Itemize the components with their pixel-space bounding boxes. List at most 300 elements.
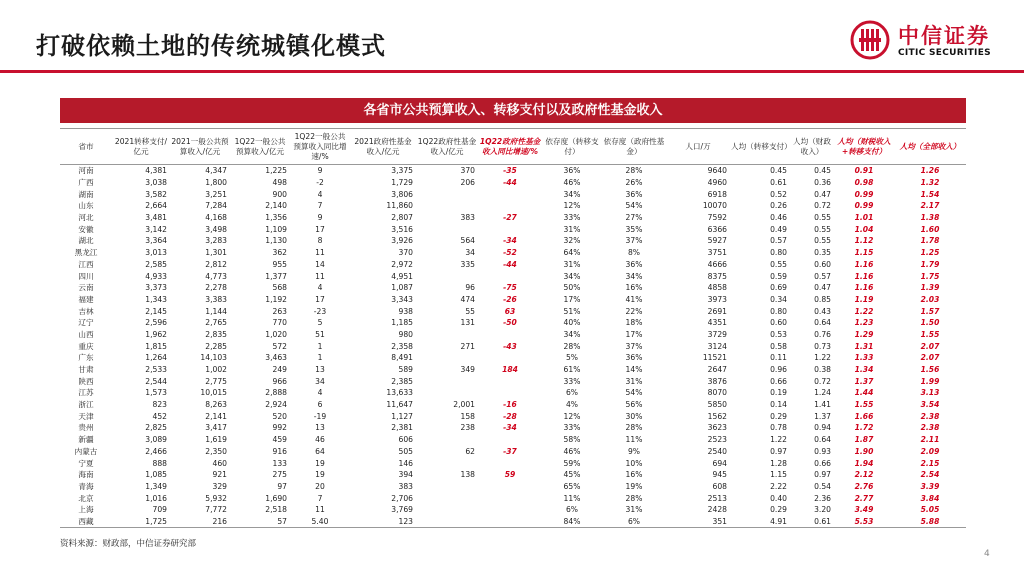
table-cell [478, 492, 542, 504]
table-cell: 14,103 [200, 353, 227, 363]
table-cell: 0.99 [854, 201, 874, 211]
table-cell: 3,283 [205, 236, 227, 246]
table-cell: 938 [398, 306, 413, 316]
table-cell: 1.26 [920, 166, 940, 176]
table-cell: 8375 [707, 271, 727, 281]
table-cell: 12% [563, 411, 581, 421]
table-cell: 564 [460, 236, 475, 246]
table-row [60, 177, 966, 189]
table-cell: 0.55 [814, 213, 831, 223]
table-cell: 1.54 [920, 189, 940, 199]
table-cell: 3973 [707, 294, 727, 304]
table-cell: 1.79 [920, 259, 940, 269]
table-cell: 34% [563, 271, 581, 281]
table-cell: 1,690 [265, 493, 287, 503]
province-cell: 甘肃 [78, 365, 94, 375]
table-cell: 96 [465, 283, 475, 293]
table-cell: 3,364 [145, 236, 167, 246]
table-cell: -35 [503, 166, 517, 176]
table-cell: 30% [625, 411, 643, 421]
table-cell: 1,109 [265, 224, 287, 234]
table-cell: 18% [625, 318, 643, 328]
table-cell: 1.44 [854, 388, 874, 398]
table-cell: 1,356 [265, 213, 287, 223]
table-row [60, 188, 966, 200]
table-cell: 8% [627, 248, 641, 258]
table-cell: 5.53 [834, 516, 894, 528]
brand-logo [850, 18, 1010, 66]
table-cell [416, 329, 478, 341]
table-cell [416, 188, 478, 200]
table-cell [478, 434, 542, 446]
table-cell: 34% [563, 329, 581, 339]
column-header: 依存度（转移支付） [542, 129, 602, 165]
province-cell: 湖北 [78, 236, 94, 246]
table-cell: 2,285 [205, 341, 227, 351]
table-cell: 0.55 [770, 259, 787, 269]
table-cell: 0.47 [814, 283, 831, 293]
province-cell: 海南 [78, 470, 94, 480]
table-cell: 1,800 [205, 178, 227, 188]
table-cell: 263 [272, 306, 287, 316]
table-cell: 133 [272, 458, 287, 468]
table-cell: 921 [212, 470, 227, 480]
table-cell: 1.78 [920, 236, 940, 246]
table-cell: 238 [460, 423, 475, 433]
table-cell: -27 [503, 213, 517, 223]
column-header: 1Q22政府性基金收入/亿元 [416, 129, 478, 165]
table-cell: -44 [503, 178, 517, 188]
table-cell: 4858 [707, 283, 727, 293]
table-cell: 0.26 [770, 201, 787, 211]
table-cell: 1.22 [814, 353, 831, 363]
table-cell: 64 [315, 446, 325, 456]
table-cell: 1.56 [920, 365, 940, 375]
table-cell: 22% [625, 306, 643, 316]
table-cell: 19 [315, 470, 325, 480]
table-cell: 11,860 [386, 201, 413, 211]
table-cell: 11521 [702, 353, 727, 363]
table-cell: 8,263 [205, 400, 227, 410]
table-cell: 0.36 [814, 178, 831, 188]
table-cell: 57 [230, 516, 290, 528]
table-cell: 2,812 [205, 259, 227, 269]
table-cell: 36% [625, 353, 643, 363]
table-row [60, 235, 966, 247]
table-cell: 335 [460, 259, 475, 269]
table-cell [478, 516, 542, 528]
table-cell: 27% [625, 213, 643, 223]
table-cell: 1.37 [814, 411, 831, 421]
table-cell: 14% [625, 365, 643, 375]
table-cell: 3729 [707, 329, 727, 339]
table-row [60, 282, 966, 294]
table-cell: 1.24 [814, 388, 831, 398]
table-cell: 0.96 [770, 365, 787, 375]
table-cell: 55 [465, 306, 475, 316]
table-cell: 1,301 [205, 248, 227, 258]
table-cell: 45% [563, 470, 581, 480]
table-cell: 0.35 [814, 248, 831, 258]
table-cell: 0.43 [814, 306, 831, 316]
table-cell: 26% [625, 178, 643, 188]
table-cell: 9% [627, 446, 641, 456]
table-cell: 3,142 [145, 224, 167, 234]
table-cell: 2691 [707, 306, 727, 316]
table-cell: 370 [460, 166, 475, 176]
table-cell: 1.60 [920, 224, 940, 234]
table-cell: 2,385 [391, 376, 413, 386]
table-cell: 31% [625, 505, 643, 515]
table-cell: 1.01 [854, 213, 874, 223]
table-cell: 10,015 [200, 388, 227, 398]
province-cell: 湖南 [78, 189, 94, 199]
table-cell: 1.75 [920, 271, 940, 281]
table-cell: 0.58 [770, 341, 787, 351]
table-cell: 1.90 [854, 446, 874, 456]
table-cell: 4,951 [391, 271, 413, 281]
table-cell: 3.49 [854, 505, 874, 515]
table-cell: 823 [152, 400, 167, 410]
table-cell: 0.93 [814, 446, 831, 456]
province-cell: 安徽 [78, 224, 94, 234]
table-cell: 0.57 [770, 236, 787, 246]
table-cell: 11 [315, 248, 325, 258]
table-cell: 2,001 [453, 400, 475, 410]
table-header-row [60, 129, 966, 165]
table-cell: 6918 [707, 189, 727, 199]
table-cell: 0.72 [814, 201, 831, 211]
table-cell: 131 [460, 318, 475, 328]
table-cell: 1 [317, 341, 323, 351]
table-row [60, 294, 966, 306]
table-cell: 3,926 [391, 236, 413, 246]
table-cell: 0.60 [770, 318, 787, 328]
table-cell: 3.54 [920, 400, 940, 410]
table-cell: 4666 [707, 259, 727, 269]
table-cell: 568 [272, 283, 287, 293]
table-cell: 50% [563, 283, 581, 293]
table-cell: 63 [504, 306, 516, 316]
table-cell: 19% [625, 481, 643, 491]
table-cell: 1.22 [770, 435, 787, 445]
table-cell: 1.99 [920, 376, 940, 386]
table-cell: 2.03 [920, 294, 940, 304]
table-cell: 0.19 [770, 388, 787, 398]
table-cell: 1.37 [854, 376, 874, 386]
province-cell: 河北 [78, 213, 94, 223]
table-cell: 33% [563, 376, 581, 386]
table-cell: 2,141 [205, 411, 227, 421]
table-cell: 84% [542, 516, 602, 528]
table-cell: 28% [625, 493, 643, 503]
table-cell: 945 [712, 470, 727, 480]
table-cell: 2,585 [145, 259, 167, 269]
table-cell: 370 [398, 248, 413, 258]
table-cell: 1.29 [854, 329, 874, 339]
logo-cn-name: 中信证券 [898, 24, 990, 48]
table-cell: -34 [503, 423, 517, 433]
table-cell: 2647 [707, 365, 727, 375]
table-cell [416, 516, 478, 528]
table-cell: 2.36 [814, 493, 831, 503]
table-cell: 16% [625, 283, 643, 293]
table-cell: 64% [563, 248, 581, 258]
table-cell: 0.72 [814, 376, 831, 386]
province-cell: 北京 [78, 493, 94, 503]
table-cell: 11 [315, 271, 325, 281]
table-cell: 2428 [707, 505, 727, 515]
province-cell: 浙江 [78, 400, 94, 410]
table-cell: 0.45 [814, 166, 831, 176]
table-cell: 0.47 [814, 189, 831, 199]
table-cell: -26 [503, 294, 517, 304]
table-cell [478, 504, 542, 516]
table-cell: 1,573 [145, 388, 167, 398]
table-cell: 28% [563, 341, 581, 351]
table-cell: -16 [503, 400, 517, 410]
table-cell: 54% [625, 201, 643, 211]
table-cell: 0.85 [814, 294, 831, 304]
table-row [60, 247, 966, 259]
table-cell: 28% [625, 423, 643, 433]
table-cell: 28% [625, 166, 643, 176]
table-cell: 4351 [707, 318, 727, 328]
table-cell: 2,278 [205, 283, 227, 293]
table-cell: -44 [503, 259, 517, 269]
table-cell: 0.66 [770, 376, 787, 386]
table-cell: 4,168 [205, 213, 227, 223]
table-cell: 40% [563, 318, 581, 328]
table-cell: 206 [460, 178, 475, 188]
table-cell: 3751 [707, 248, 727, 258]
table-cell: 0.66 [814, 458, 831, 468]
province-cell: 广西 [78, 178, 94, 188]
table-cell: 0.94 [814, 423, 831, 433]
table-cell: 3623 [707, 423, 727, 433]
table-cell: 62 [465, 446, 475, 456]
table-cell [416, 270, 478, 282]
table-cell [478, 387, 542, 399]
table-cell: 2.07 [920, 353, 940, 363]
table-cell [416, 434, 478, 446]
table-cell: 59% [563, 458, 581, 468]
table-cell: 2.38 [920, 411, 940, 421]
table-cell: 46% [563, 446, 581, 456]
table-cell: 2,775 [205, 376, 227, 386]
table-cell: 7,772 [205, 505, 227, 515]
table-cell [416, 481, 478, 493]
table-row [60, 200, 966, 212]
table-cell: 34 [465, 248, 475, 258]
table-cell: 138 [460, 470, 475, 480]
table-cell: 900 [272, 189, 287, 199]
table-cell: 3,516 [391, 224, 413, 234]
table-cell: 0.64 [814, 318, 831, 328]
table-cell: 3.39 [920, 481, 940, 491]
table-cell: 0.55 [814, 236, 831, 246]
column-header: 2021转移支付/亿元 [112, 129, 170, 165]
table-cell: 2523 [707, 435, 727, 445]
table-cell [416, 352, 478, 364]
province-cell: 西藏 [60, 516, 112, 528]
table-cell: 1,020 [265, 329, 287, 339]
table-cell: 20 [315, 481, 325, 491]
table-cell: 955 [272, 259, 287, 269]
table-cell: 1.57 [920, 306, 940, 316]
table-cell: 1.33 [854, 353, 874, 363]
table-cell: 770 [272, 318, 287, 328]
column-header: 人均（财政收入） [790, 129, 834, 165]
table-cell: 0.49 [770, 224, 787, 234]
table-cell: 1.15 [854, 248, 874, 258]
table-cell: 3.13 [920, 388, 940, 398]
table-cell: 56% [625, 400, 643, 410]
table-cell: 383 [460, 213, 475, 223]
column-header: 2021政府性基金收入/亿元 [350, 129, 416, 165]
table-row [60, 329, 966, 341]
table-cell [478, 329, 542, 341]
table-cell: 5927 [707, 236, 727, 246]
table-cell: 65% [563, 481, 581, 491]
table-cell [478, 188, 542, 200]
table-cell: 4 [317, 388, 323, 398]
table-row [60, 317, 966, 329]
table-cell: 5850 [707, 400, 727, 410]
table-cell: -50 [503, 318, 517, 328]
table-cell: 2.22 [770, 481, 787, 491]
table-cell: 1.87 [854, 435, 874, 445]
table-cell: 249 [272, 365, 287, 375]
table-cell: 11% [625, 435, 643, 445]
table-cell: 0.61 [790, 516, 834, 528]
table-cell: 0.80 [770, 248, 787, 258]
table-cell: 4 [317, 189, 323, 199]
province-cell: 内蒙古 [74, 446, 98, 456]
table-cell: 12% [563, 201, 581, 211]
table-cell: -19 [313, 411, 327, 421]
table-cell: 1.22 [854, 306, 874, 316]
table-cell: 2.77 [854, 493, 874, 503]
table-cell: 1.12 [854, 236, 874, 246]
table-cell: 5,932 [205, 493, 227, 503]
table-cell: -37 [503, 446, 517, 456]
table-cell: -52 [503, 248, 517, 258]
table-cell: 0.53 [770, 329, 787, 339]
table-cell: 1.16 [854, 271, 874, 281]
table-row [60, 446, 966, 458]
table-row [60, 469, 966, 481]
column-header: 1Q22政府性基金收入同比增速/% [478, 129, 542, 165]
table-cell [478, 375, 542, 387]
column-header: 人均（转移支付） [730, 129, 790, 165]
table-cell: 0.99 [854, 189, 874, 199]
table-cell: 452 [152, 411, 167, 421]
table-cell: 2.54 [920, 470, 940, 480]
table-cell: 2,466 [145, 446, 167, 456]
table-cell: 10% [625, 458, 643, 468]
table-cell: 4,381 [145, 166, 167, 176]
table-cell [478, 481, 542, 493]
table-cell: 2.12 [854, 470, 874, 480]
table-cell: 694 [712, 458, 727, 468]
column-header: 人口/万 [666, 129, 730, 165]
table-cell: 13,633 [386, 388, 413, 398]
table-cell: 1,377 [265, 271, 287, 281]
table-cell: 2,765 [205, 318, 227, 328]
table-cell: 0.38 [814, 365, 831, 375]
table-cell: 0.40 [770, 493, 787, 503]
province-cell: 重庆 [78, 341, 94, 351]
table-cell: 1,729 [391, 178, 413, 188]
table-cell: 13 [315, 423, 325, 433]
table-cell: 31% [563, 224, 581, 234]
table-cell: 709 [152, 505, 167, 515]
table-cell: 37% [625, 236, 643, 246]
table-row [60, 516, 966, 528]
table-cell: 4,347 [205, 166, 227, 176]
table-cell: 0.11 [770, 353, 787, 363]
table-cell [478, 352, 542, 364]
table-row [60, 481, 966, 493]
table-cell: 1.66 [854, 411, 874, 421]
table-cell: 0.52 [770, 189, 787, 199]
table-cell [416, 492, 478, 504]
table-cell: 1.23 [854, 318, 874, 328]
province-cell: 广东 [78, 353, 94, 363]
table-cell: 498 [272, 178, 287, 188]
table-cell: 2,664 [145, 201, 167, 211]
table-cell: 1.38 [920, 213, 940, 223]
table-cell: 2.11 [920, 435, 940, 445]
table-cell: 6% [602, 516, 666, 528]
table-cell: 1,225 [265, 166, 287, 176]
province-cell: 陕西 [78, 376, 94, 386]
table-cell [478, 457, 542, 469]
table-cell: 0.57 [814, 271, 831, 281]
table-cell [416, 200, 478, 212]
table-cell: 3,373 [145, 283, 167, 293]
table-cell: -34 [503, 236, 517, 246]
table-row [60, 422, 966, 434]
table-cell: 11% [563, 493, 581, 503]
table-cell: 2.09 [920, 446, 940, 456]
table-cell: 184 [502, 365, 518, 375]
page-title: 打破依赖土地的传统城镇化模式 [36, 32, 386, 60]
table-cell: 1,815 [145, 341, 167, 351]
table-cell: 966 [272, 376, 287, 386]
table-cell: 19 [315, 458, 325, 468]
table-cell: -28 [503, 411, 517, 421]
table-cell: 9 [317, 166, 323, 176]
table-cell: 271 [460, 341, 475, 351]
table-cell: 1,144 [205, 306, 227, 316]
table-cell: 2,544 [145, 376, 167, 386]
table-cell: 17 [315, 294, 325, 304]
table-cell: 520 [272, 411, 287, 421]
table-cell: 2,140 [265, 201, 287, 211]
table-row [60, 364, 966, 376]
table-cell: 3,463 [265, 353, 287, 363]
table-cell: 1.15 [770, 470, 787, 480]
table-row [60, 399, 966, 411]
table-cell [478, 223, 542, 235]
table-cell: 5.40 [290, 516, 350, 528]
table-cell: 2.07 [920, 341, 940, 351]
table-row [60, 212, 966, 224]
table-cell: 0.34 [770, 294, 787, 304]
table-row [60, 352, 966, 364]
